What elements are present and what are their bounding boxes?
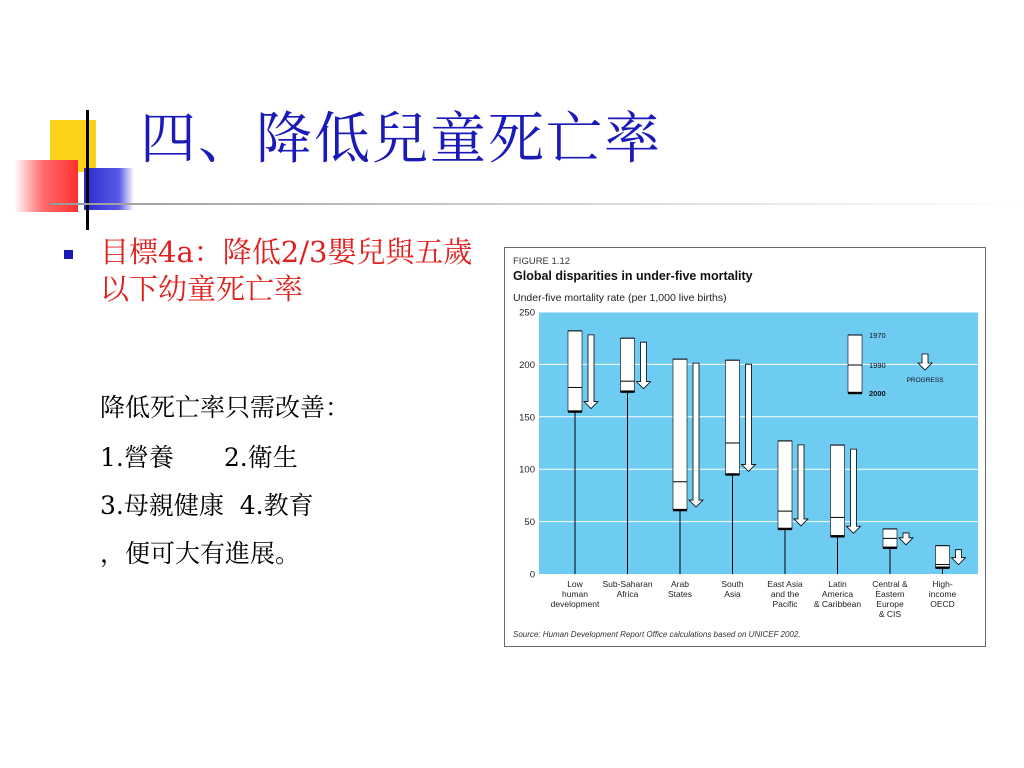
y-tick-label: 200 [519,359,535,371]
figure-label: FIGURE 1.12 [513,256,571,267]
body-line-4: ，便可大有進展。 [100,539,301,568]
legend-label: 2000 [869,389,886,398]
legend-label: 1970 [869,331,886,340]
category-label: Low human development [550,579,600,609]
legend-progress-label: PROGRESS [906,377,944,384]
slide-title: 四、降低兒童死亡率 [140,107,662,172]
title-divider [50,203,1024,205]
mortality-chart [505,248,985,646]
category-label: Sub-Saharan Africa [602,579,653,599]
bar-range [621,338,635,391]
bullet-square-icon [64,250,73,259]
category-label: East Asia and the Pacific [767,579,803,609]
legend-box [848,335,862,393]
category-label: South Asia [721,579,744,599]
y-axis-label: Under-five mortality rate (per 1,000 live births) [513,292,727,304]
y-tick-label: 100 [519,464,535,476]
chart-title: Global disparities in under-five mortality [513,269,753,283]
bar-range [831,445,845,536]
y-tick-label: 0 [529,569,535,581]
body-line-2: 1.營養 2.衛生 [100,443,298,472]
bar-range [726,360,740,474]
bar-range [568,331,582,412]
category-label: Latin America & Caribbean [813,579,862,609]
goal-text: 目標4a：降低2/3嬰兒與五歲以下幼童死亡率 [100,235,473,307]
source-note: Source: Human Development Report Office calculations based on UNICEF 2002. [513,630,801,639]
plot-background [539,312,978,574]
y-tick-label: 150 [519,412,535,424]
bar-range [673,359,687,510]
category-label: Arab States [667,579,693,599]
y-tick-label: 50 [524,517,535,529]
bar-range [778,441,792,529]
y-tick-label: 250 [519,307,535,319]
category-label: Central & Eastern Europe & CIS [872,579,908,619]
body-line-1: 降低死亡率只需改善： [100,393,351,422]
legend-label: 1990 [869,361,886,370]
category-label: High-income OECD [928,579,957,609]
body-line-3: 3.母親健康 4.教育 [100,491,314,520]
mortality-figure [504,247,986,647]
deco-vertical-line [86,110,89,230]
